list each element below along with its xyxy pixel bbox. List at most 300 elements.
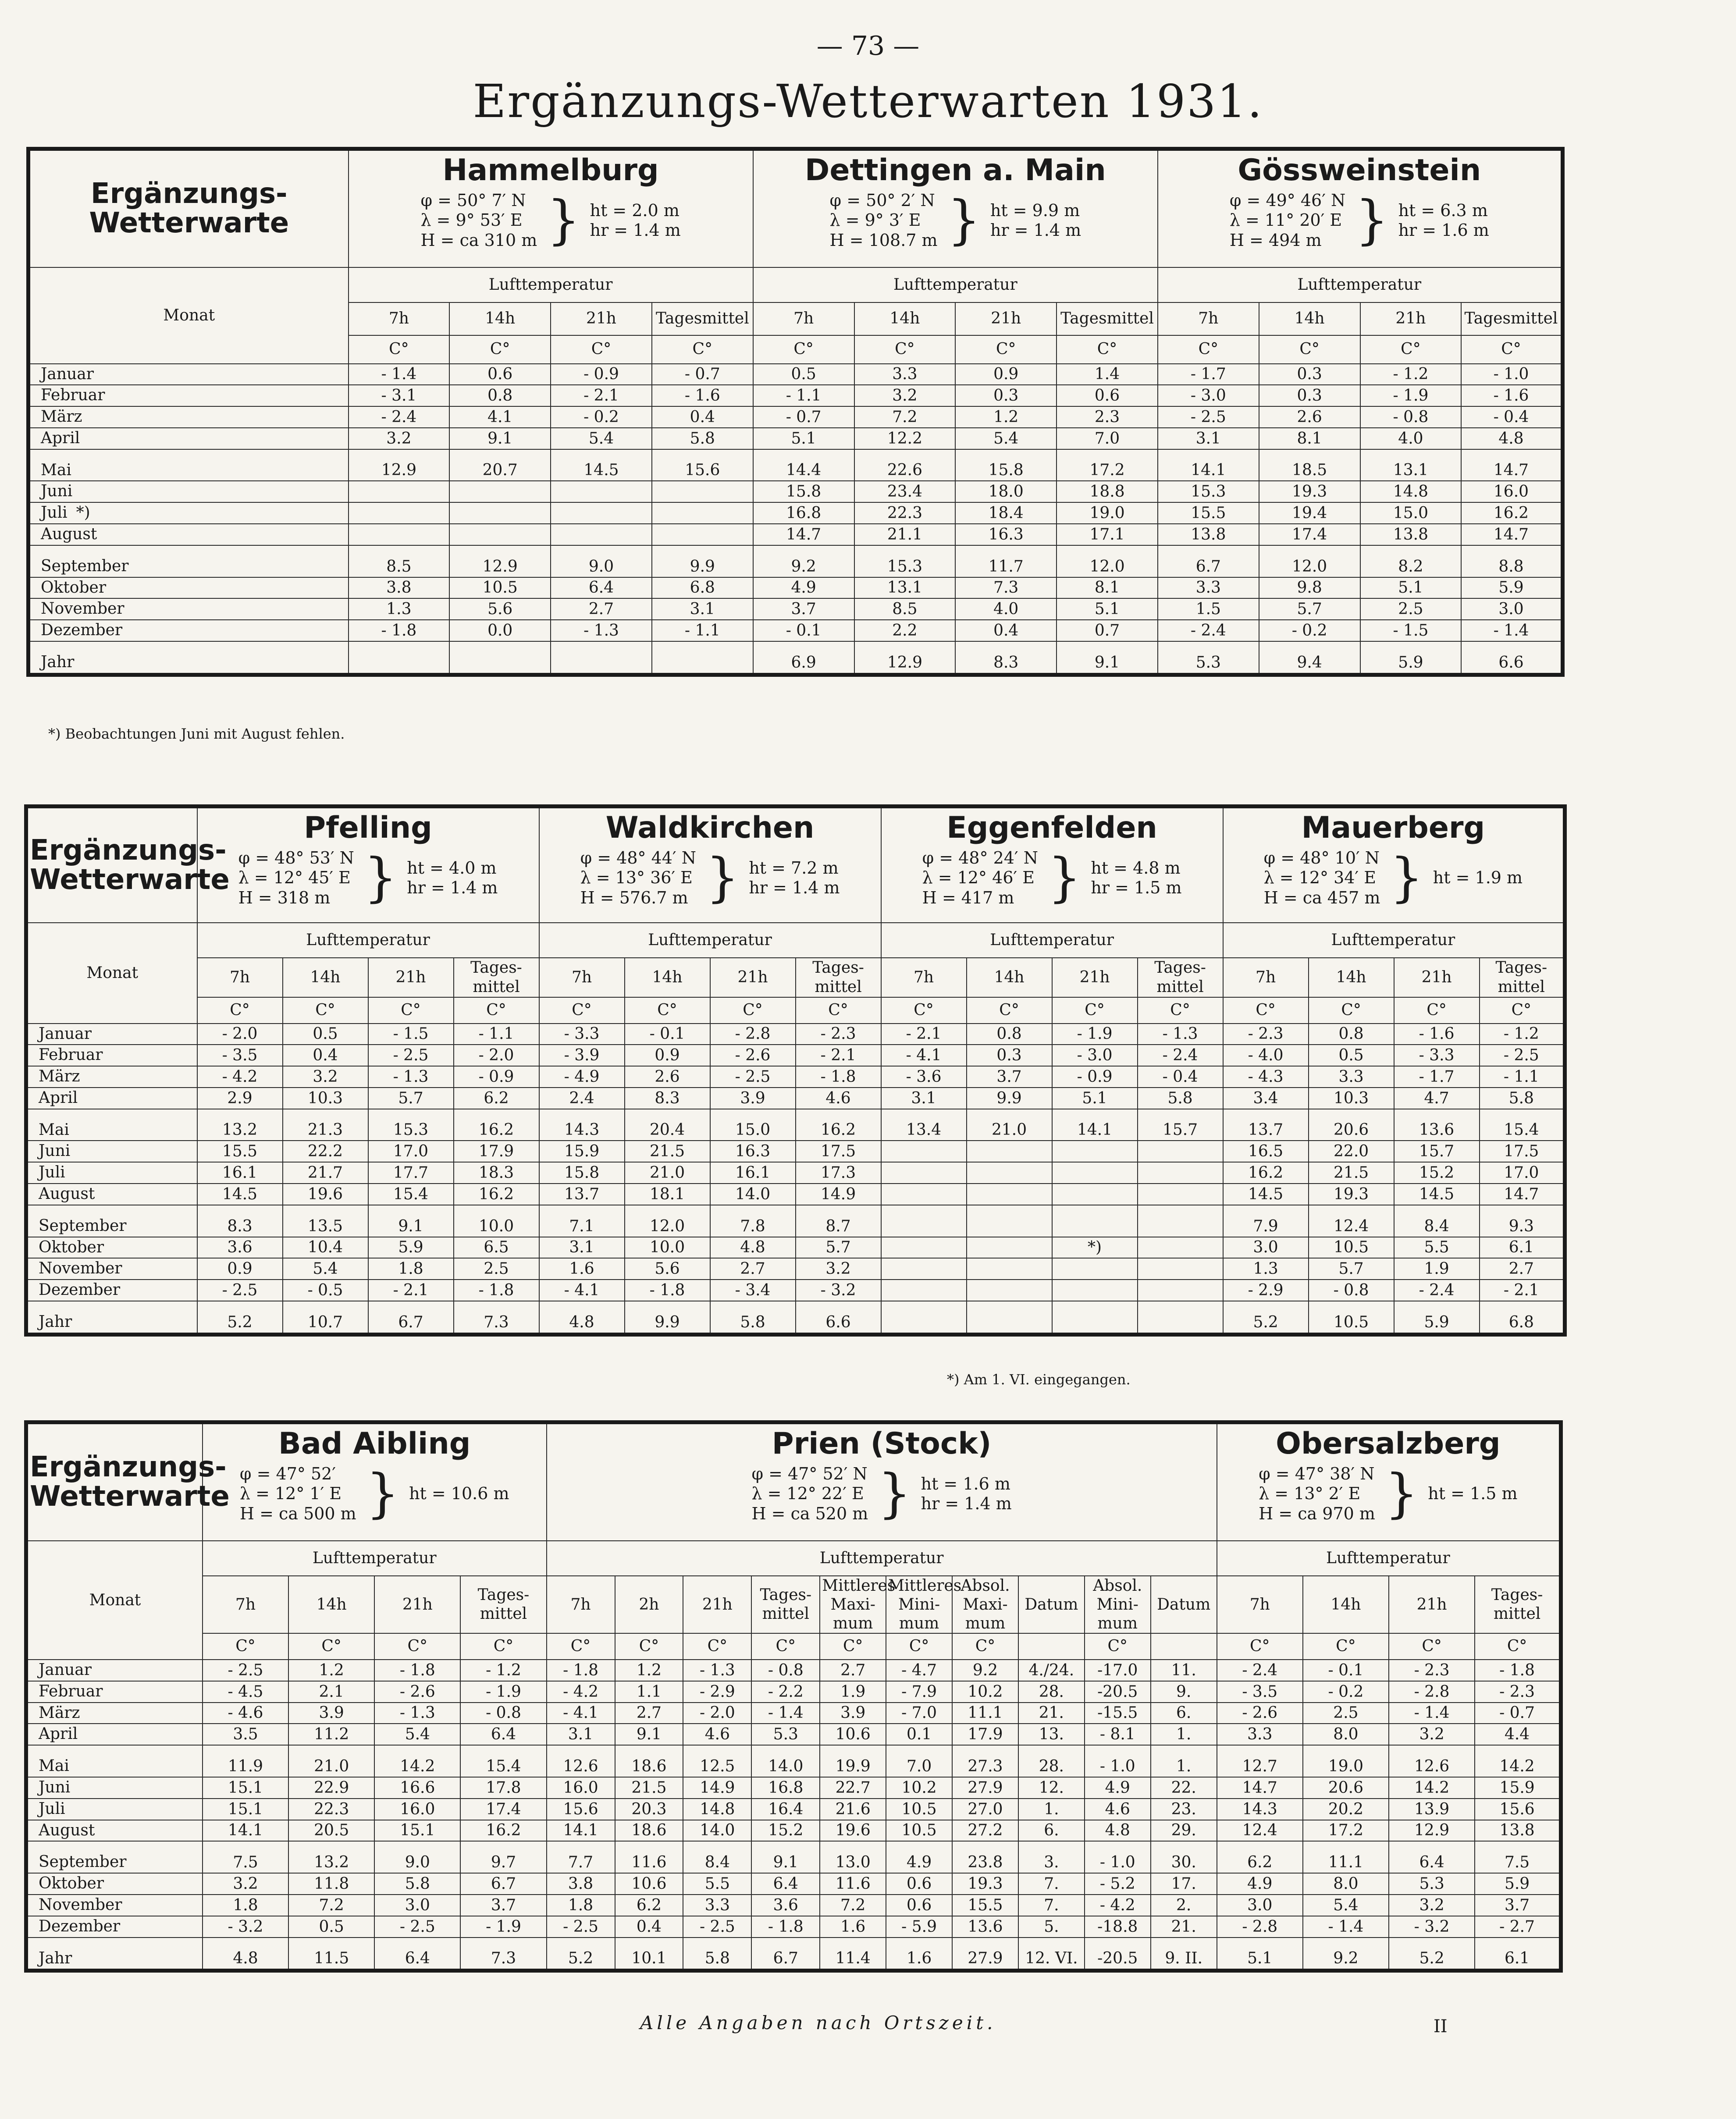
lufttemperatur-header: Lufttemperatur bbox=[539, 923, 881, 958]
table-cell: 9.7 bbox=[460, 1841, 546, 1873]
unit-label: C° bbox=[1303, 1633, 1389, 1660]
station-obersalzberg: Obersalzberg φ = 47° 38′ N λ = 13° 2′ E H = ca 970 m } ht = 1.5 m bbox=[1217, 1422, 1561, 1541]
table-cell: - 0.8 bbox=[751, 1660, 820, 1681]
table-cell: 21.7 bbox=[283, 1162, 368, 1184]
station-goessweinstein: Gössweinstein φ = 49° 46′ N λ = 11° 20′ E H = 494 m } ht = 6.3 m hr = 1.6 m bbox=[1158, 149, 1562, 267]
table-cell: 15.4 bbox=[368, 1184, 454, 1205]
table-cell: 21.3 bbox=[283, 1109, 368, 1141]
unit-empty bbox=[1151, 1633, 1217, 1660]
table-cell: 7.1 bbox=[539, 1205, 625, 1237]
table-cell: 14.1 bbox=[547, 1820, 615, 1842]
table-cell: 3.7 bbox=[753, 598, 854, 620]
table-cell: 16.3 bbox=[710, 1141, 796, 1162]
table-cell: 9.9 bbox=[967, 1088, 1052, 1109]
column-header: Tagesmittel bbox=[652, 302, 753, 335]
table-cell: - 1.9 bbox=[460, 1916, 546, 1938]
table-cell: - 3.6 bbox=[881, 1066, 967, 1088]
table-cell: 7.5 bbox=[1475, 1841, 1561, 1873]
table-cell: 19.3 bbox=[1259, 481, 1360, 502]
table-cell: 5.7 bbox=[1309, 1258, 1394, 1280]
unit-label: C° bbox=[1223, 997, 1309, 1024]
table-cell: -15.5 bbox=[1085, 1703, 1151, 1724]
table-cell: 7.5 bbox=[203, 1841, 288, 1873]
table-row bbox=[28, 481, 1563, 502]
table-cell: 12.9 bbox=[349, 449, 450, 481]
table-cell: 0.3 bbox=[1259, 364, 1360, 385]
table-row bbox=[28, 385, 1563, 406]
month-label: November bbox=[26, 1258, 197, 1280]
table-cell: - 0.9 bbox=[1052, 1066, 1138, 1088]
table-cell: 0.9 bbox=[625, 1045, 710, 1066]
table-cell: 13.4 bbox=[881, 1109, 967, 1141]
station-name: Prien (Stock) bbox=[772, 1426, 992, 1461]
table-cell: 3.2 bbox=[854, 385, 956, 406]
column-header: Tages-mittel bbox=[1480, 958, 1565, 997]
table-cell: 14.7 bbox=[1461, 524, 1562, 545]
station-lambda: λ = 9° 3′ E bbox=[829, 210, 921, 230]
table-cell: - 0.1 bbox=[625, 1024, 710, 1045]
month-label: Januar bbox=[26, 1660, 203, 1681]
table-cell: 13.7 bbox=[539, 1184, 625, 1205]
table-cell: 2.5 bbox=[1360, 598, 1462, 620]
unit-label: C° bbox=[1085, 1633, 1151, 1660]
table-cell: 9.9 bbox=[652, 545, 753, 577]
month-label: Dezember bbox=[26, 1280, 197, 1301]
table-cell: 21.0 bbox=[625, 1162, 710, 1184]
table-cell: 8.4 bbox=[1394, 1205, 1480, 1237]
table-row bbox=[28, 524, 1563, 545]
table-cell bbox=[1138, 1280, 1223, 1301]
station-eggenfelden: Eggenfelden φ = 48° 24′ N λ = 12° 46′ E H = 417 m } ht = 4.8 m hr = 1.5 m bbox=[881, 807, 1223, 923]
station-hr: hr = 1.4 m bbox=[921, 1494, 1012, 1514]
month-label: Juni bbox=[26, 1141, 197, 1162]
table-cell: 21.5 bbox=[625, 1141, 710, 1162]
table-cell: - 8.1 bbox=[1085, 1724, 1151, 1745]
table-cell: 3.7 bbox=[1475, 1895, 1561, 1916]
unit-label: C° bbox=[1389, 1633, 1475, 1660]
table-cell: 3.3 bbox=[1217, 1724, 1303, 1745]
unit-label: C° bbox=[460, 1633, 546, 1660]
table-cell: 10.5 bbox=[1309, 1301, 1394, 1334]
table-cell: 5.5 bbox=[683, 1873, 751, 1895]
table-row bbox=[26, 1777, 1561, 1799]
table-cell: 3.3 bbox=[854, 364, 956, 385]
table-cell: 3.2 bbox=[1389, 1724, 1475, 1745]
table-cell: 4.6 bbox=[796, 1088, 881, 1109]
column-header: 21h bbox=[1394, 958, 1480, 997]
column-header: Tagesmittel bbox=[1057, 302, 1158, 335]
table-cell: 20.6 bbox=[1303, 1777, 1389, 1799]
table-cell: 5.7 bbox=[796, 1237, 881, 1259]
table-cell: 8.0 bbox=[1303, 1724, 1389, 1745]
unit-label: C° bbox=[449, 335, 551, 364]
table-block-1 bbox=[26, 147, 1565, 677]
table-cell: 5.2 bbox=[197, 1301, 283, 1334]
table-cell: 2.7 bbox=[820, 1660, 886, 1681]
table-cell: 19.6 bbox=[283, 1184, 368, 1205]
table-cell: 10.5 bbox=[886, 1799, 952, 1820]
table-cell: 10.5 bbox=[1309, 1237, 1394, 1259]
station-phi: φ = 47° 38′ N bbox=[1259, 1464, 1375, 1483]
table-cell: 6.7 bbox=[460, 1873, 546, 1895]
table-cell: 9. II. bbox=[1151, 1938, 1217, 1971]
table-cell: 15.6 bbox=[1475, 1799, 1561, 1820]
table-cell: 1.3 bbox=[349, 598, 450, 620]
table-cell: - 2.4 bbox=[349, 406, 450, 428]
month-label: September bbox=[26, 1841, 203, 1873]
table-cell: 9.9 bbox=[625, 1301, 710, 1334]
table-cell: 6.4 bbox=[1389, 1841, 1475, 1873]
table-cell bbox=[881, 1162, 967, 1184]
table-cell: 6.8 bbox=[1480, 1301, 1565, 1334]
table-cell: - 3.2 bbox=[203, 1916, 288, 1938]
table-cell: 10.0 bbox=[625, 1237, 710, 1259]
table-cell: 28. bbox=[1018, 1681, 1085, 1703]
table-cell bbox=[967, 1162, 1052, 1184]
table-cell: 5.4 bbox=[1303, 1895, 1389, 1916]
table-cell: 12.5 bbox=[683, 1745, 751, 1777]
table-row bbox=[26, 1938, 1561, 1971]
table-cell: 9.2 bbox=[952, 1660, 1018, 1681]
table-cell: - 1.6 bbox=[1461, 385, 1562, 406]
table-row bbox=[26, 1681, 1561, 1703]
table-cell: 21. bbox=[1151, 1916, 1217, 1938]
table-cell: 7.8 bbox=[710, 1205, 796, 1237]
table-cell: 16.0 bbox=[547, 1777, 615, 1799]
month-label: April bbox=[26, 1724, 203, 1745]
column-header: 14h bbox=[288, 1576, 374, 1634]
table-cell: - 4.3 bbox=[1223, 1066, 1309, 1088]
table-cell: 22.9 bbox=[288, 1777, 374, 1799]
month-label: Oktober bbox=[26, 1237, 197, 1259]
column-header: Datum bbox=[1151, 1576, 1217, 1634]
station-lambda: λ = 12° 1′ E bbox=[239, 1484, 342, 1504]
unit-label: C° bbox=[886, 1633, 952, 1660]
table-cell: - 1.5 bbox=[368, 1024, 454, 1045]
column-header: 14h bbox=[283, 958, 368, 997]
column-header: 21h bbox=[1389, 1576, 1475, 1634]
table-cell: 10.0 bbox=[454, 1205, 539, 1237]
table-row bbox=[28, 364, 1563, 385]
table-cell bbox=[967, 1280, 1052, 1301]
station-lambda: λ = 13° 2′ E bbox=[1259, 1484, 1361, 1504]
table-cell: 21. bbox=[1018, 1703, 1085, 1724]
table-cell: 14.3 bbox=[1217, 1799, 1303, 1820]
table-cell: - 2.3 bbox=[1389, 1660, 1475, 1681]
table-cell: 17.2 bbox=[1057, 449, 1158, 481]
table-cell: 13.1 bbox=[854, 577, 956, 599]
table-cell bbox=[1052, 1162, 1138, 1184]
table-cell: 15.1 bbox=[203, 1799, 288, 1820]
table-cell: 14.1 bbox=[203, 1820, 288, 1842]
table-cell: - 1.0 bbox=[1085, 1841, 1151, 1873]
table-cell: 6.7 bbox=[1158, 545, 1259, 577]
table-cell: 19.0 bbox=[1057, 502, 1158, 524]
table-cell: 1.9 bbox=[820, 1681, 886, 1703]
table-cell: - 0.4 bbox=[1138, 1066, 1223, 1088]
table-cell: 3.6 bbox=[751, 1895, 820, 1916]
table-cell bbox=[551, 524, 652, 545]
table-row bbox=[26, 1024, 1565, 1045]
table-cell: 0.8 bbox=[1309, 1024, 1394, 1045]
table-row bbox=[26, 1895, 1561, 1916]
month-label: Juli bbox=[26, 1162, 197, 1184]
unit-label: C° bbox=[454, 997, 539, 1024]
table-cell: 10.4 bbox=[283, 1237, 368, 1259]
table-cell: 17. bbox=[1151, 1873, 1217, 1895]
table-cell: 17.0 bbox=[1480, 1162, 1565, 1184]
table-cell: 20.7 bbox=[449, 449, 551, 481]
station-lambda: λ = 12° 45′ E bbox=[238, 868, 351, 888]
station-ht: ht = 2.0 m bbox=[590, 200, 679, 220]
table-cell: - 1.8 bbox=[796, 1066, 881, 1088]
table-cell: - 2.8 bbox=[1217, 1916, 1303, 1938]
table-cell: 9.1 bbox=[751, 1841, 820, 1873]
table-cell: 9.1 bbox=[449, 428, 551, 449]
table-cell bbox=[1052, 1280, 1138, 1301]
station-name: Bad Aibling bbox=[278, 1426, 471, 1461]
table-cell: 2.6 bbox=[625, 1066, 710, 1088]
column-header: 21h bbox=[1052, 958, 1138, 997]
unit-label: C° bbox=[652, 335, 753, 364]
table-cell: 12.9 bbox=[1389, 1820, 1475, 1842]
table-cell bbox=[349, 481, 450, 502]
table-cell bbox=[1138, 1205, 1223, 1237]
table-cell: 15.1 bbox=[374, 1820, 460, 1842]
month-label: Mai bbox=[26, 1745, 203, 1777]
table-cell: 15.4 bbox=[460, 1745, 546, 1777]
table-cell: 14.2 bbox=[1475, 1745, 1561, 1777]
table-cell: 1. bbox=[1151, 1724, 1217, 1745]
table-cell: 11.7 bbox=[955, 545, 1057, 577]
table-cell: - 4.1 bbox=[881, 1045, 967, 1066]
table-cell: - 2.6 bbox=[374, 1681, 460, 1703]
table-cell: 14.3 bbox=[539, 1109, 625, 1141]
table-cell: - 2.5 bbox=[683, 1916, 751, 1938]
station-phi: φ = 48° 10′ N bbox=[1263, 848, 1380, 868]
month-label: Juli bbox=[26, 1799, 203, 1820]
table-row bbox=[28, 502, 1563, 524]
table-cell: - 2.1 bbox=[796, 1045, 881, 1066]
table-row bbox=[26, 1799, 1561, 1820]
table-cell: 6.6 bbox=[1461, 641, 1562, 675]
table-cell: 9.1 bbox=[615, 1724, 683, 1745]
table-cell: 4.9 bbox=[753, 577, 854, 599]
table-cell: 19.6 bbox=[820, 1820, 886, 1842]
station-hr: hr = 1.4 m bbox=[990, 220, 1081, 240]
table-cell bbox=[449, 481, 551, 502]
table-cell: 1.9 bbox=[1394, 1258, 1480, 1280]
table-cell: 1.5 bbox=[1158, 598, 1259, 620]
table-cell: 16.0 bbox=[1461, 481, 1562, 502]
table-cell: 12.7 bbox=[1217, 1745, 1303, 1777]
table-cell: - 1.8 bbox=[454, 1280, 539, 1301]
table-cell: 5.3 bbox=[1158, 641, 1259, 675]
station-ht: ht = 1.6 m bbox=[921, 1474, 1010, 1493]
table-cell: - 4.9 bbox=[539, 1066, 625, 1088]
table-cell: 0.9 bbox=[197, 1258, 283, 1280]
table-cell: 27.9 bbox=[952, 1777, 1018, 1799]
table-cell: 6.1 bbox=[1475, 1938, 1561, 1971]
table-cell: - 2.9 bbox=[683, 1681, 751, 1703]
table-cell: 1. bbox=[1151, 1745, 1217, 1777]
column-header: 7h bbox=[881, 958, 967, 997]
table-cell: 16.0 bbox=[374, 1799, 460, 1820]
table-cell: 3.1 bbox=[539, 1237, 625, 1259]
table-row bbox=[26, 1258, 1565, 1280]
table-cell: 15.9 bbox=[539, 1141, 625, 1162]
unit-label: C° bbox=[288, 1633, 374, 1660]
table-cell: - 1.8 bbox=[374, 1660, 460, 1681]
table-cell: - 2.6 bbox=[710, 1045, 796, 1066]
table-cell: - 2.5 bbox=[1480, 1045, 1565, 1066]
table-cell: 12. bbox=[1018, 1777, 1085, 1799]
table-cell: 11.6 bbox=[820, 1873, 886, 1895]
month-label: Dezember bbox=[28, 620, 349, 641]
unit-label: C° bbox=[1217, 1633, 1303, 1660]
month-label: August bbox=[28, 524, 349, 545]
station-ht: ht = 1.9 m bbox=[1433, 868, 1523, 888]
table-cell: 23.4 bbox=[854, 481, 956, 502]
table-cell: 5.6 bbox=[625, 1258, 710, 1280]
table-cell: 13.1 bbox=[1360, 449, 1462, 481]
table-cell: 12.9 bbox=[854, 641, 956, 675]
table-cell: 5.8 bbox=[374, 1873, 460, 1895]
month-label: April bbox=[26, 1088, 197, 1109]
table-row bbox=[28, 620, 1563, 641]
table-cell: - 2.9 bbox=[1223, 1280, 1309, 1301]
page-title: Ergänzungs-Wetterwarten 1931. bbox=[473, 75, 1263, 128]
table-cell: - 1.5 bbox=[1360, 620, 1462, 641]
table-cell bbox=[449, 641, 551, 675]
table-cell: 3.2 bbox=[796, 1258, 881, 1280]
table-cell: - 2.1 bbox=[368, 1280, 454, 1301]
month-label: Juni bbox=[26, 1777, 203, 1799]
table-cell: - 2.2 bbox=[751, 1681, 820, 1703]
table-cell: 5.4 bbox=[955, 428, 1057, 449]
table-cell: 11.4 bbox=[820, 1938, 886, 1971]
table-cell bbox=[349, 502, 450, 524]
table-cell: 14.5 bbox=[197, 1184, 283, 1205]
table-cell: 1.1 bbox=[615, 1681, 683, 1703]
table-cell: 0.4 bbox=[615, 1916, 683, 1938]
station-name: Eggenfelden bbox=[946, 811, 1157, 845]
month-label: Januar bbox=[26, 1024, 197, 1045]
column-header: 21h bbox=[683, 1576, 751, 1634]
table-cell: 13.8 bbox=[1158, 524, 1259, 545]
table-cell: - 5.9 bbox=[886, 1916, 952, 1938]
table-cell bbox=[1052, 1205, 1138, 1237]
table-cell: 5.1 bbox=[753, 428, 854, 449]
table-cell: 3.2 bbox=[203, 1873, 288, 1895]
table-row bbox=[28, 598, 1563, 620]
table-cell bbox=[551, 502, 652, 524]
table-cell: 0.3 bbox=[1259, 385, 1360, 406]
table-cell: 4.8 bbox=[1461, 428, 1562, 449]
table-cell: - 1.0 bbox=[1085, 1745, 1151, 1777]
table-cell: 1. bbox=[1018, 1799, 1085, 1820]
table-cell: - 0.2 bbox=[1259, 620, 1360, 641]
table-cell bbox=[1138, 1237, 1223, 1259]
table-cell: 16.1 bbox=[710, 1162, 796, 1184]
table-cell: 12.4 bbox=[1309, 1205, 1394, 1237]
table-cell: 6. bbox=[1151, 1703, 1217, 1724]
table-cell: 13.7 bbox=[1223, 1109, 1309, 1141]
table-cell: - 1.3 bbox=[551, 620, 652, 641]
table-cell bbox=[349, 641, 450, 675]
table-cell: 2.5 bbox=[454, 1258, 539, 1280]
table-cell: - 0.7 bbox=[652, 364, 753, 385]
unit-label: C° bbox=[283, 997, 368, 1024]
table-cell: - 1.8 bbox=[751, 1916, 820, 1938]
table-row bbox=[26, 1066, 1565, 1088]
table-cell: 4.4 bbox=[1475, 1724, 1561, 1745]
table-cell bbox=[967, 1258, 1052, 1280]
table-cell: 18.4 bbox=[955, 502, 1057, 524]
station-prien: Prien (Stock) φ = 47° 52′ N λ = 12° 22′ E H = ca 520 m } ht = 1.6 m hr = 1.4 m bbox=[547, 1422, 1217, 1541]
table-cell: 11.6 bbox=[615, 1841, 683, 1873]
table-row bbox=[28, 406, 1563, 428]
table-cell: 15.2 bbox=[751, 1820, 820, 1842]
unit-label: C° bbox=[1309, 997, 1394, 1024]
lufttemperatur-header: Lufttemperatur bbox=[547, 1541, 1217, 1576]
table-cell: - 0.2 bbox=[551, 406, 652, 428]
table-cell: 12.6 bbox=[547, 1745, 615, 1777]
station-height: H = 576.7 m bbox=[580, 888, 688, 907]
column-header: 7h bbox=[1217, 1576, 1303, 1634]
month-label: Februar bbox=[28, 385, 349, 406]
table-cell: 11.5 bbox=[288, 1938, 374, 1971]
table-cell: - 2.4 bbox=[1158, 620, 1259, 641]
table-cell: - 3.3 bbox=[1394, 1045, 1480, 1066]
lufttemperatur-header: Lufttemperatur bbox=[1158, 267, 1562, 302]
column-header: 21h bbox=[710, 958, 796, 997]
table-cell: 5.3 bbox=[1389, 1873, 1475, 1895]
table-cell: 10.3 bbox=[283, 1088, 368, 1109]
table-cell: 7.9 bbox=[1223, 1205, 1309, 1237]
table-cell: 5.9 bbox=[1394, 1301, 1480, 1334]
table-cell: 0.4 bbox=[955, 620, 1057, 641]
table-cell: 7. bbox=[1018, 1895, 1085, 1916]
station-phi: φ = 48° 24′ N bbox=[922, 848, 1038, 868]
table-cell: 0.1 bbox=[886, 1724, 952, 1745]
table-cell: 22.2 bbox=[283, 1141, 368, 1162]
column-header: Tages-mittel bbox=[751, 1576, 820, 1634]
table-cell: - 4.6 bbox=[203, 1703, 288, 1724]
month-label: Juli *) bbox=[28, 502, 349, 524]
month-label: November bbox=[26, 1895, 203, 1916]
table-row bbox=[26, 1088, 1565, 1109]
table-cell: - 0.8 bbox=[460, 1703, 546, 1724]
table-cell: - 1.1 bbox=[454, 1024, 539, 1045]
lufttemperatur-header: Lufttemperatur bbox=[349, 267, 753, 302]
table-cell: 0.6 bbox=[449, 364, 551, 385]
table-cell: 5.5 bbox=[1394, 1237, 1480, 1259]
station-ht: ht = 6.3 m bbox=[1398, 200, 1488, 220]
table-cell: 6.9 bbox=[753, 641, 854, 675]
table-cell: 18.1 bbox=[625, 1184, 710, 1205]
table-cell: 5.4 bbox=[283, 1258, 368, 1280]
table-cell: 22.7 bbox=[820, 1777, 886, 1799]
unit-empty bbox=[1018, 1633, 1085, 1660]
station-name: Hammelburg bbox=[442, 153, 659, 188]
table-cell: 21.0 bbox=[288, 1745, 374, 1777]
table-cell: - 3.9 bbox=[539, 1045, 625, 1066]
table-row bbox=[28, 545, 1563, 577]
table-cell: 22.3 bbox=[854, 502, 956, 524]
table-cell: 14.2 bbox=[1389, 1777, 1475, 1799]
station-waldkirchen: Waldkirchen φ = 48° 44′ N λ = 13° 36′ E H = 576.7 m } ht = 7.2 m hr = 1.4 m bbox=[539, 807, 881, 923]
